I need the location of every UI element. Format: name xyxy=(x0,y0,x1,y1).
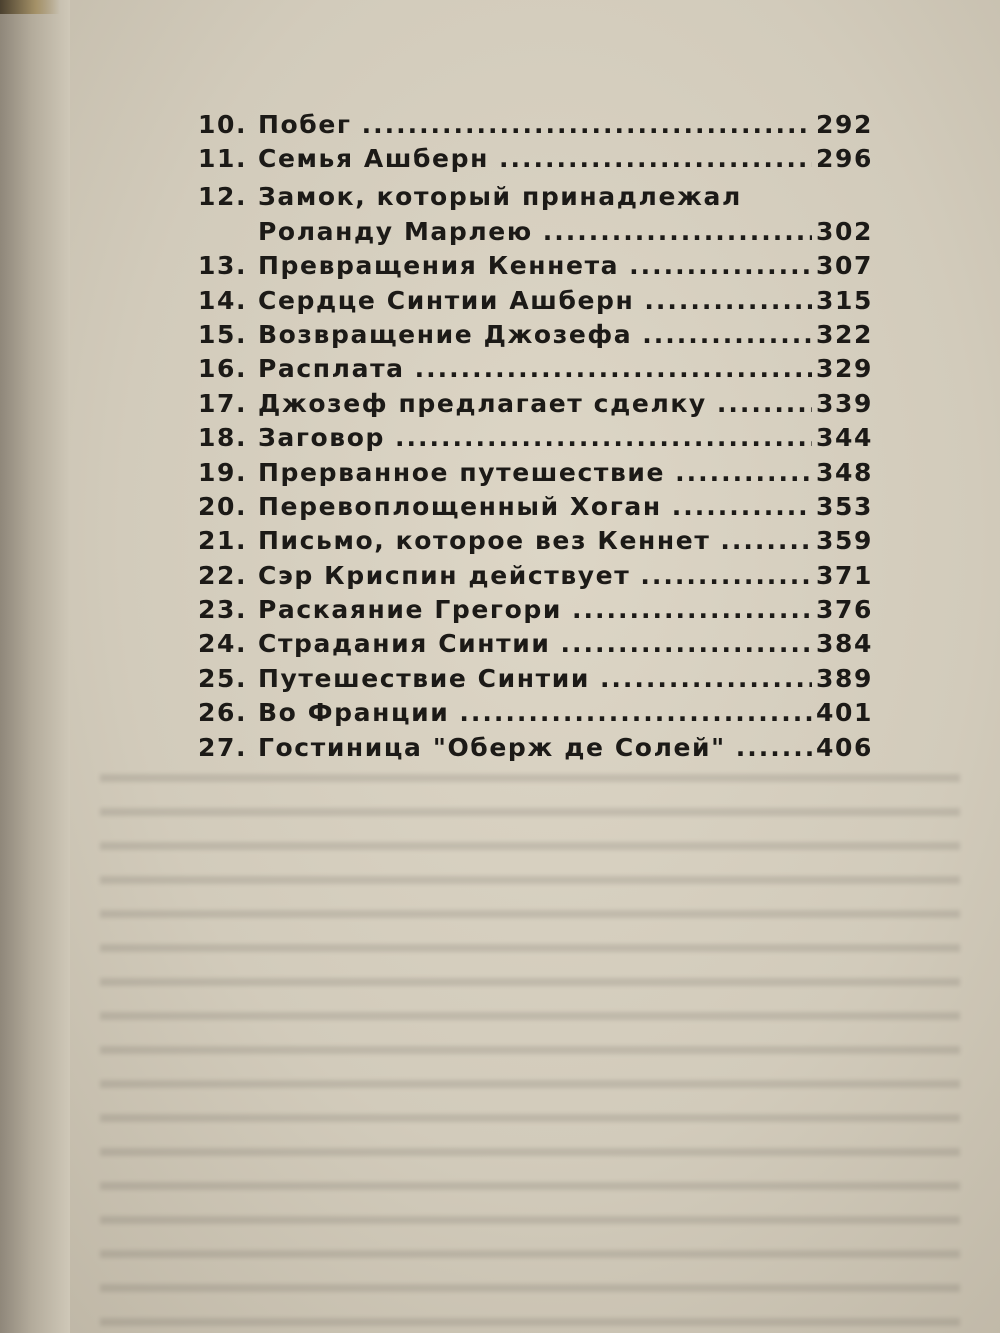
page-number: 307 xyxy=(816,251,873,281)
toc-entry-23 xyxy=(198,593,873,627)
dot-leader xyxy=(675,456,812,490)
chapter-number: 11. xyxy=(198,144,248,174)
toc-entry-22 xyxy=(198,559,873,593)
show-through-text xyxy=(100,760,960,1333)
toc-entry-24 xyxy=(198,627,873,661)
chapter-title: Перевоплощенный Хоган xyxy=(258,491,662,521)
chapter-number: 22. xyxy=(198,560,248,590)
toc-entry-15 xyxy=(198,318,873,352)
dot-leader xyxy=(644,284,812,318)
chapter-title: Путешествие Синтии xyxy=(258,663,590,693)
chapter-title: Страдания Синтии xyxy=(258,629,551,659)
page-number: 359 xyxy=(816,526,873,556)
chapter-title: Сердце Синтии Ашберн xyxy=(258,285,635,315)
dot-leader xyxy=(499,143,812,177)
toc-entry-27 xyxy=(198,731,873,765)
chapter-number: 13. xyxy=(198,251,248,281)
dot-leader xyxy=(560,628,812,662)
chapter-title: Заговор xyxy=(258,423,385,453)
page-number: 315 xyxy=(816,285,873,315)
chapter-number: 18. xyxy=(198,423,248,453)
toc-entry-18 xyxy=(198,421,873,455)
chapter-title: Превращения Кеннета xyxy=(258,251,620,281)
page-number: 389 xyxy=(816,663,873,693)
chapter-number: 19. xyxy=(198,457,248,487)
chapter-title: Письмо, которое вез Кеннет xyxy=(258,526,711,556)
chapter-title: Расплата xyxy=(258,354,405,384)
toc-entry-19 xyxy=(198,456,873,490)
table-of-contents xyxy=(198,108,873,765)
page-gutter xyxy=(0,0,70,1333)
toc-entry-21 xyxy=(198,524,873,558)
page-number: 384 xyxy=(816,629,873,659)
toc-entry-12-line2 xyxy=(198,215,873,249)
chapter-title: Сэр Криспин действует xyxy=(258,560,631,590)
page-number: 406 xyxy=(816,732,873,762)
chapter-title: Замок, который принадлежал xyxy=(258,182,742,212)
chapter-number: 25. xyxy=(198,663,248,693)
toc-entry-26 xyxy=(198,696,873,730)
dot-leader xyxy=(642,318,812,352)
page-number: 344 xyxy=(816,423,873,453)
toc-entry-11 xyxy=(198,142,873,176)
page-number: 401 xyxy=(816,698,873,728)
page-number: 371 xyxy=(816,560,873,590)
toc-entry-14 xyxy=(198,284,873,318)
chapter-number: 10. xyxy=(198,109,248,139)
chapter-title: Джозеф предлагает сделку xyxy=(258,388,707,418)
page-number: 322 xyxy=(816,319,873,349)
dot-leader xyxy=(415,353,812,387)
chapter-title: Во Франции xyxy=(258,698,450,728)
toc-entry-12-line1 xyxy=(198,177,873,215)
toc-entry-17 xyxy=(198,387,873,421)
chapter-number: 15. xyxy=(198,319,248,349)
chapter-number: 26. xyxy=(198,698,248,728)
dot-leader xyxy=(395,422,812,456)
chapter-title: Семья Ашберн xyxy=(258,144,489,174)
dot-leader xyxy=(717,387,812,421)
chapter-number: 14. xyxy=(198,285,248,315)
chapter-number: 16. xyxy=(198,354,248,384)
dot-leader xyxy=(640,559,812,593)
page-corner-shadow xyxy=(0,0,60,14)
dot-leader xyxy=(543,215,812,249)
chapter-title: Раскаяние Грегори xyxy=(258,595,562,625)
page-number: 339 xyxy=(816,388,873,418)
page-number: 353 xyxy=(816,491,873,521)
chapter-number: 23. xyxy=(198,595,248,625)
dot-leader xyxy=(672,490,812,524)
dot-leader xyxy=(572,593,812,627)
page-number: 348 xyxy=(816,457,873,487)
chapter-number: 21. xyxy=(198,526,248,556)
dot-leader xyxy=(459,697,812,731)
page-number: 329 xyxy=(816,354,873,384)
chapter-number: 17. xyxy=(198,388,248,418)
chapter-title: Побег xyxy=(258,109,352,139)
toc-entry-25 xyxy=(198,662,873,696)
toc-entry-20 xyxy=(198,490,873,524)
toc-entry-13 xyxy=(198,249,873,283)
chapter-title: Возвращение Джозефа xyxy=(258,319,633,349)
chapter-title: Гостиница "Оберж де Солей" xyxy=(258,732,726,762)
toc-entry-16 xyxy=(198,352,873,386)
dot-leader xyxy=(720,525,812,559)
page-number: 296 xyxy=(816,144,873,174)
toc-entry-10 xyxy=(198,108,873,142)
dot-leader xyxy=(629,250,812,284)
page-number: 302 xyxy=(816,216,873,246)
dot-leader xyxy=(600,662,812,696)
chapter-title-continued: Роланду Марлею xyxy=(258,216,533,246)
page-number: 376 xyxy=(816,595,873,625)
page-number: 292 xyxy=(816,109,873,139)
chapter-title: Прерванное путешествие xyxy=(258,457,666,487)
chapter-number: 20. xyxy=(198,491,248,521)
chapter-number: 24. xyxy=(198,629,248,659)
dot-leader xyxy=(362,108,812,142)
chapter-number: 27. xyxy=(198,732,248,762)
dot-leader xyxy=(736,731,812,765)
chapter-number: 12. xyxy=(198,182,248,212)
